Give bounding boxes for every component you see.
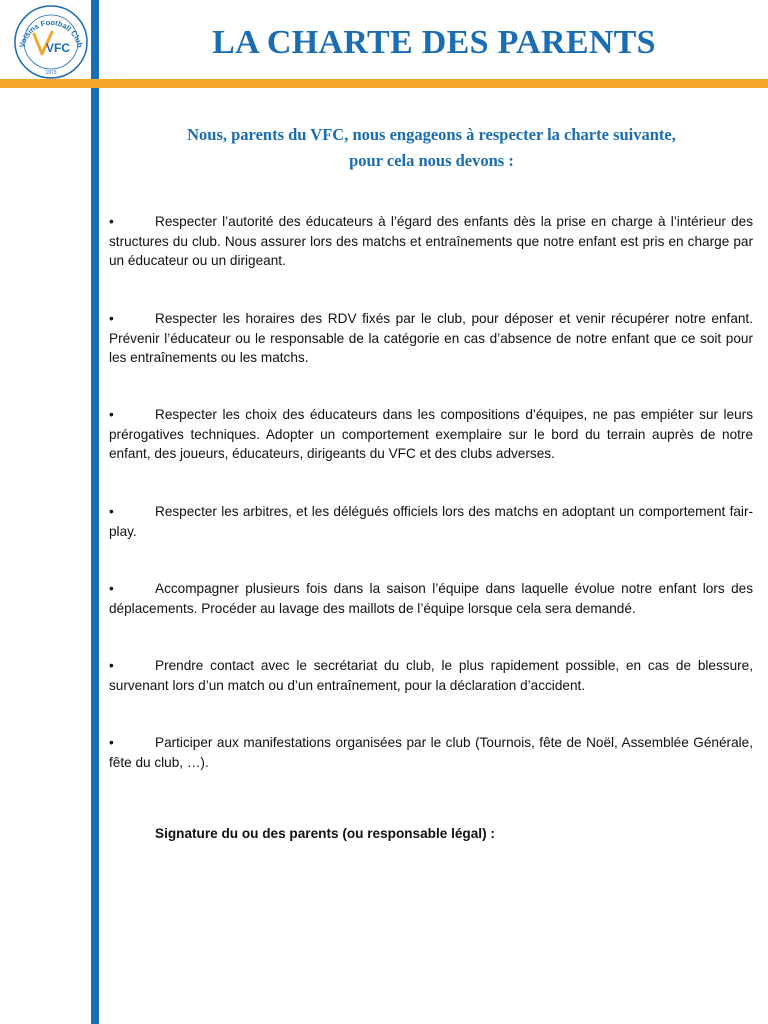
bullet-icon: • xyxy=(109,658,114,673)
logo-year: 1973 xyxy=(45,70,57,76)
page-title: LA CHARTE DES PARENTS xyxy=(212,24,656,61)
logo-initials: VFC xyxy=(46,41,70,55)
club-logo xyxy=(12,4,90,80)
bullet-icon: • xyxy=(109,581,114,596)
bullet-icon: • xyxy=(109,311,114,326)
bullet-icon: • xyxy=(109,214,114,229)
intro-statement xyxy=(104,122,759,174)
header-orange-stripe xyxy=(0,79,768,88)
charter-item-text: Respecter les choix des éducateurs dans les compositions d’équipes, ne pas empiéter sur leurs prérogatives techniques. Adopter un comportement exemplaire sur le bord du terrain auprès de notre enfant, des joueurs, éducateurs, dirigeants du VFC et des clubs adverses. xyxy=(109,407,753,461)
charter-item xyxy=(109,502,753,541)
bullet-icon: • xyxy=(109,504,114,519)
signature-label: Signature du ou des parents (ou responsable légal) : xyxy=(155,826,495,841)
intro-line-2: pour cela nous devons : xyxy=(349,151,514,170)
charter-item xyxy=(109,212,753,271)
bullet-icon: • xyxy=(109,407,114,422)
logo-ring-text: Voisins Football Club xyxy=(17,17,85,49)
charter-item xyxy=(109,656,753,695)
charter-item-text: Respecter les horaires des RDV fixés par le club, pour déposer et venir récupérer notre enfant. Prévenir l’éducateur ou le responsable de la catégorie en cas d’absence de notre enfant que ce soit pour les entraînements ou les matchs. xyxy=(109,311,753,365)
charter-item-text: Accompagner plusieurs fois dans la saison l’équipe dans laquelle évolue notre enfant lors des déplacements. Procéder au lavage des maillots de l’équipe lorsque cela sera demandé. xyxy=(109,581,753,616)
charter-item xyxy=(109,579,753,618)
intro-line-1: Nous, parents du VFC, nous engageons à respecter la charte suivante, xyxy=(187,125,676,144)
charter-item xyxy=(109,733,753,772)
charter-item-text: Prendre contact avec le secrétariat du club, le plus rapidement possible, en cas de blessure, survenant lors d’un match ou d’un entraînement, pour la déclaration d’accident. xyxy=(109,658,753,693)
charter-item xyxy=(109,405,753,464)
charter-item-text: Participer aux manifestations organisées par le club (Tournois, fête de Noël, Assemblée Générale, fête du club, …). xyxy=(109,735,753,770)
bullet-icon: • xyxy=(109,735,114,750)
charter-item xyxy=(109,309,753,368)
charter-item-text: Respecter l’autorité des éducateurs à l’égard des enfants dès la prise en charge à l’intérieur des structures du club. Nous assurer lors des matchs et entraînements que notre enfant est pris en charge par un éducateur ou un dirigeant. xyxy=(109,214,753,268)
left-blue-stripe xyxy=(91,0,99,1024)
charter-item-text: Respecter les arbitres, et les délégués officiels lors des matchs en adoptant un comportement fair-play. xyxy=(109,504,753,539)
